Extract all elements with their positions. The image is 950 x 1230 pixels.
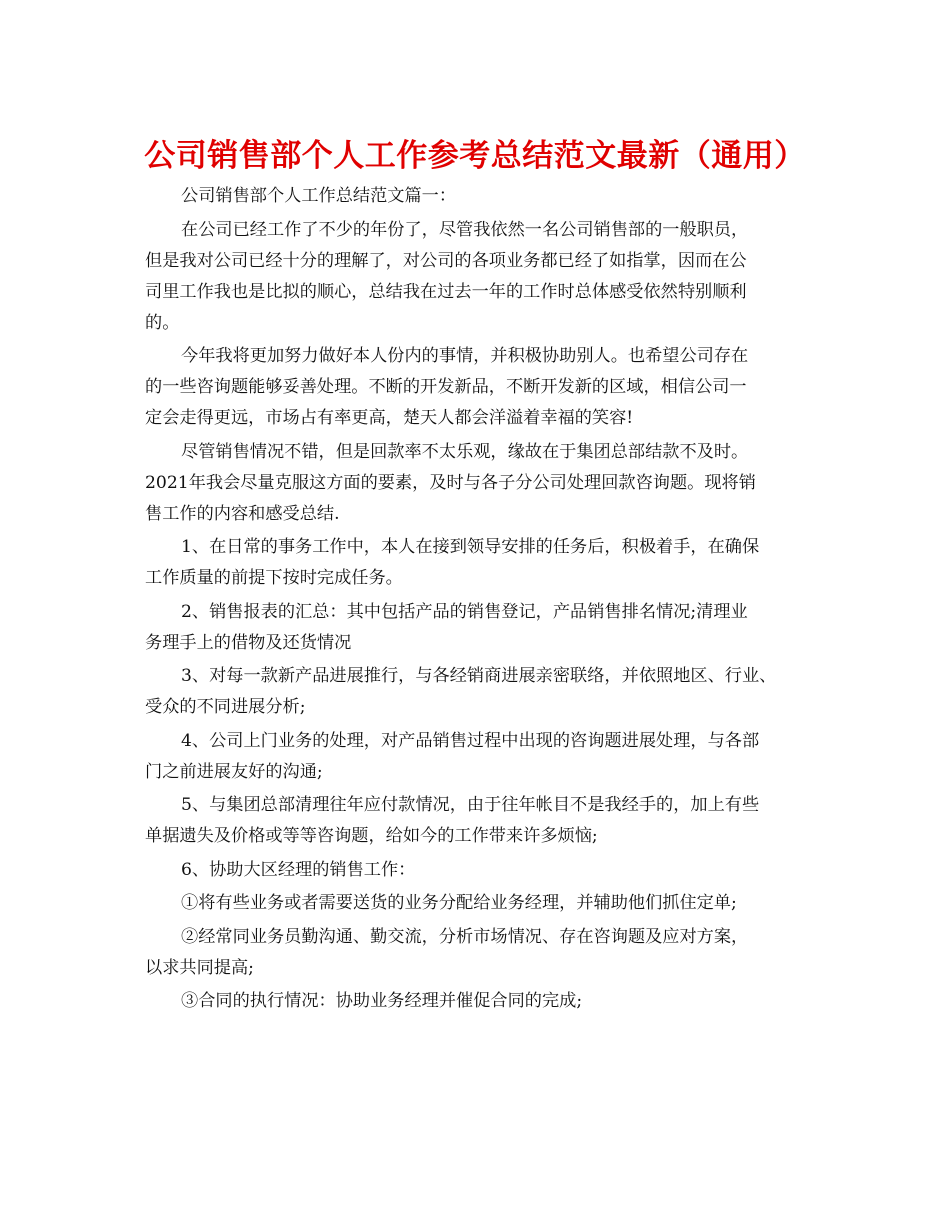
- list-item-line: 受众的不同进展分析;: [145, 697, 306, 717]
- paragraph-line: 2021年我会尽量克服这方面的要素，及时与各子分公司处理回款咨询题。现将销: [145, 472, 756, 493]
- list-item-line: 6、协助大区经理的销售工作：: [181, 859, 416, 880]
- paragraph-line: 今年我将更加努力做好本人份内的事情，并积极协助别人。也希望公司存在: [181, 346, 749, 366]
- document-body: [145, 181, 817, 1017]
- list-item-line: 单据遗失及价格或等等咨询题，给如今的工作带来许多烦恼;: [145, 826, 598, 846]
- list-item-line: 5、与集团总部清理往年应付款情况，由于往年帐目不是我经手的，加上有些: [181, 795, 760, 815]
- sub-item-line: ①将有些业务或者需要送货的业务分配给业务经理，并辅助他们抓住定单;: [181, 893, 737, 913]
- document-title: 公司销售部个人工作参考总结范文最新（通用）: [144, 138, 806, 174]
- paragraph-line: 司里工作我也是比拟的顺心，总结我在过去一年的工作时总体感受依然特别顺利: [145, 281, 747, 302]
- section-heading: 公司销售部个人工作总结范文篇一：: [181, 186, 457, 206]
- list-item-line: 2、销售报表的汇总：其中包括产品的销售登记，产品销售排名情况;清理业: [181, 601, 748, 622]
- paragraph-line: 在公司已经工作了不少的年份了，尽管我依然一名公司销售部的一般职员，: [181, 219, 749, 240]
- paragraph-line: 尽管销售情况不错，但是回款率不太乐观，缘故在于集团总部结款不及时。: [181, 441, 749, 462]
- list-item-line: 1、在日常的事务工作中，本人在接到领导安排的任务后，积极着手，在确保: [181, 537, 760, 557]
- paragraph-line: 但是我对公司已经十分的理解了，对公司的各项业务都已经了如指掌，因而在公: [145, 250, 747, 271]
- list-item-line: 务理手上的借物及还货情况: [145, 632, 352, 653]
- paragraph-line: 的。: [145, 312, 180, 333]
- list-item-line: 门之前进展友好的沟通;: [145, 761, 323, 782]
- paragraph-line: 的一些咨询题能够妥善处理。不断的开发新品，不断开发新的区域，相信公司一: [145, 377, 747, 397]
- sub-item-line: 以求共同提高;: [145, 957, 254, 978]
- list-item-line: 3、对每一款新产品进展推行，与各经销商进展亲密联络，并依照地区、行业、: [181, 666, 777, 686]
- list-item-line: 4、公司上门业务的处理，对产品销售过程中出现的咨询题进展处理，与各部: [181, 730, 760, 751]
- sub-item-line: ②经常同业务员勤沟通、勤交流，分析市场情况、存在咨询题及应对方案，: [181, 926, 749, 947]
- paragraph-line: 售工作的内容和感受总结.: [145, 503, 340, 524]
- sub-item-line: ③合同的执行情况：协助业务经理并催促合同的完成;: [181, 991, 583, 1011]
- paragraph-line: 定会走得更远，市场占有率更高，楚天人都会洋溢着幸福的笑容!: [145, 408, 634, 428]
- list-item-line: 工作质量的前提下按时完成任务。: [145, 568, 403, 588]
